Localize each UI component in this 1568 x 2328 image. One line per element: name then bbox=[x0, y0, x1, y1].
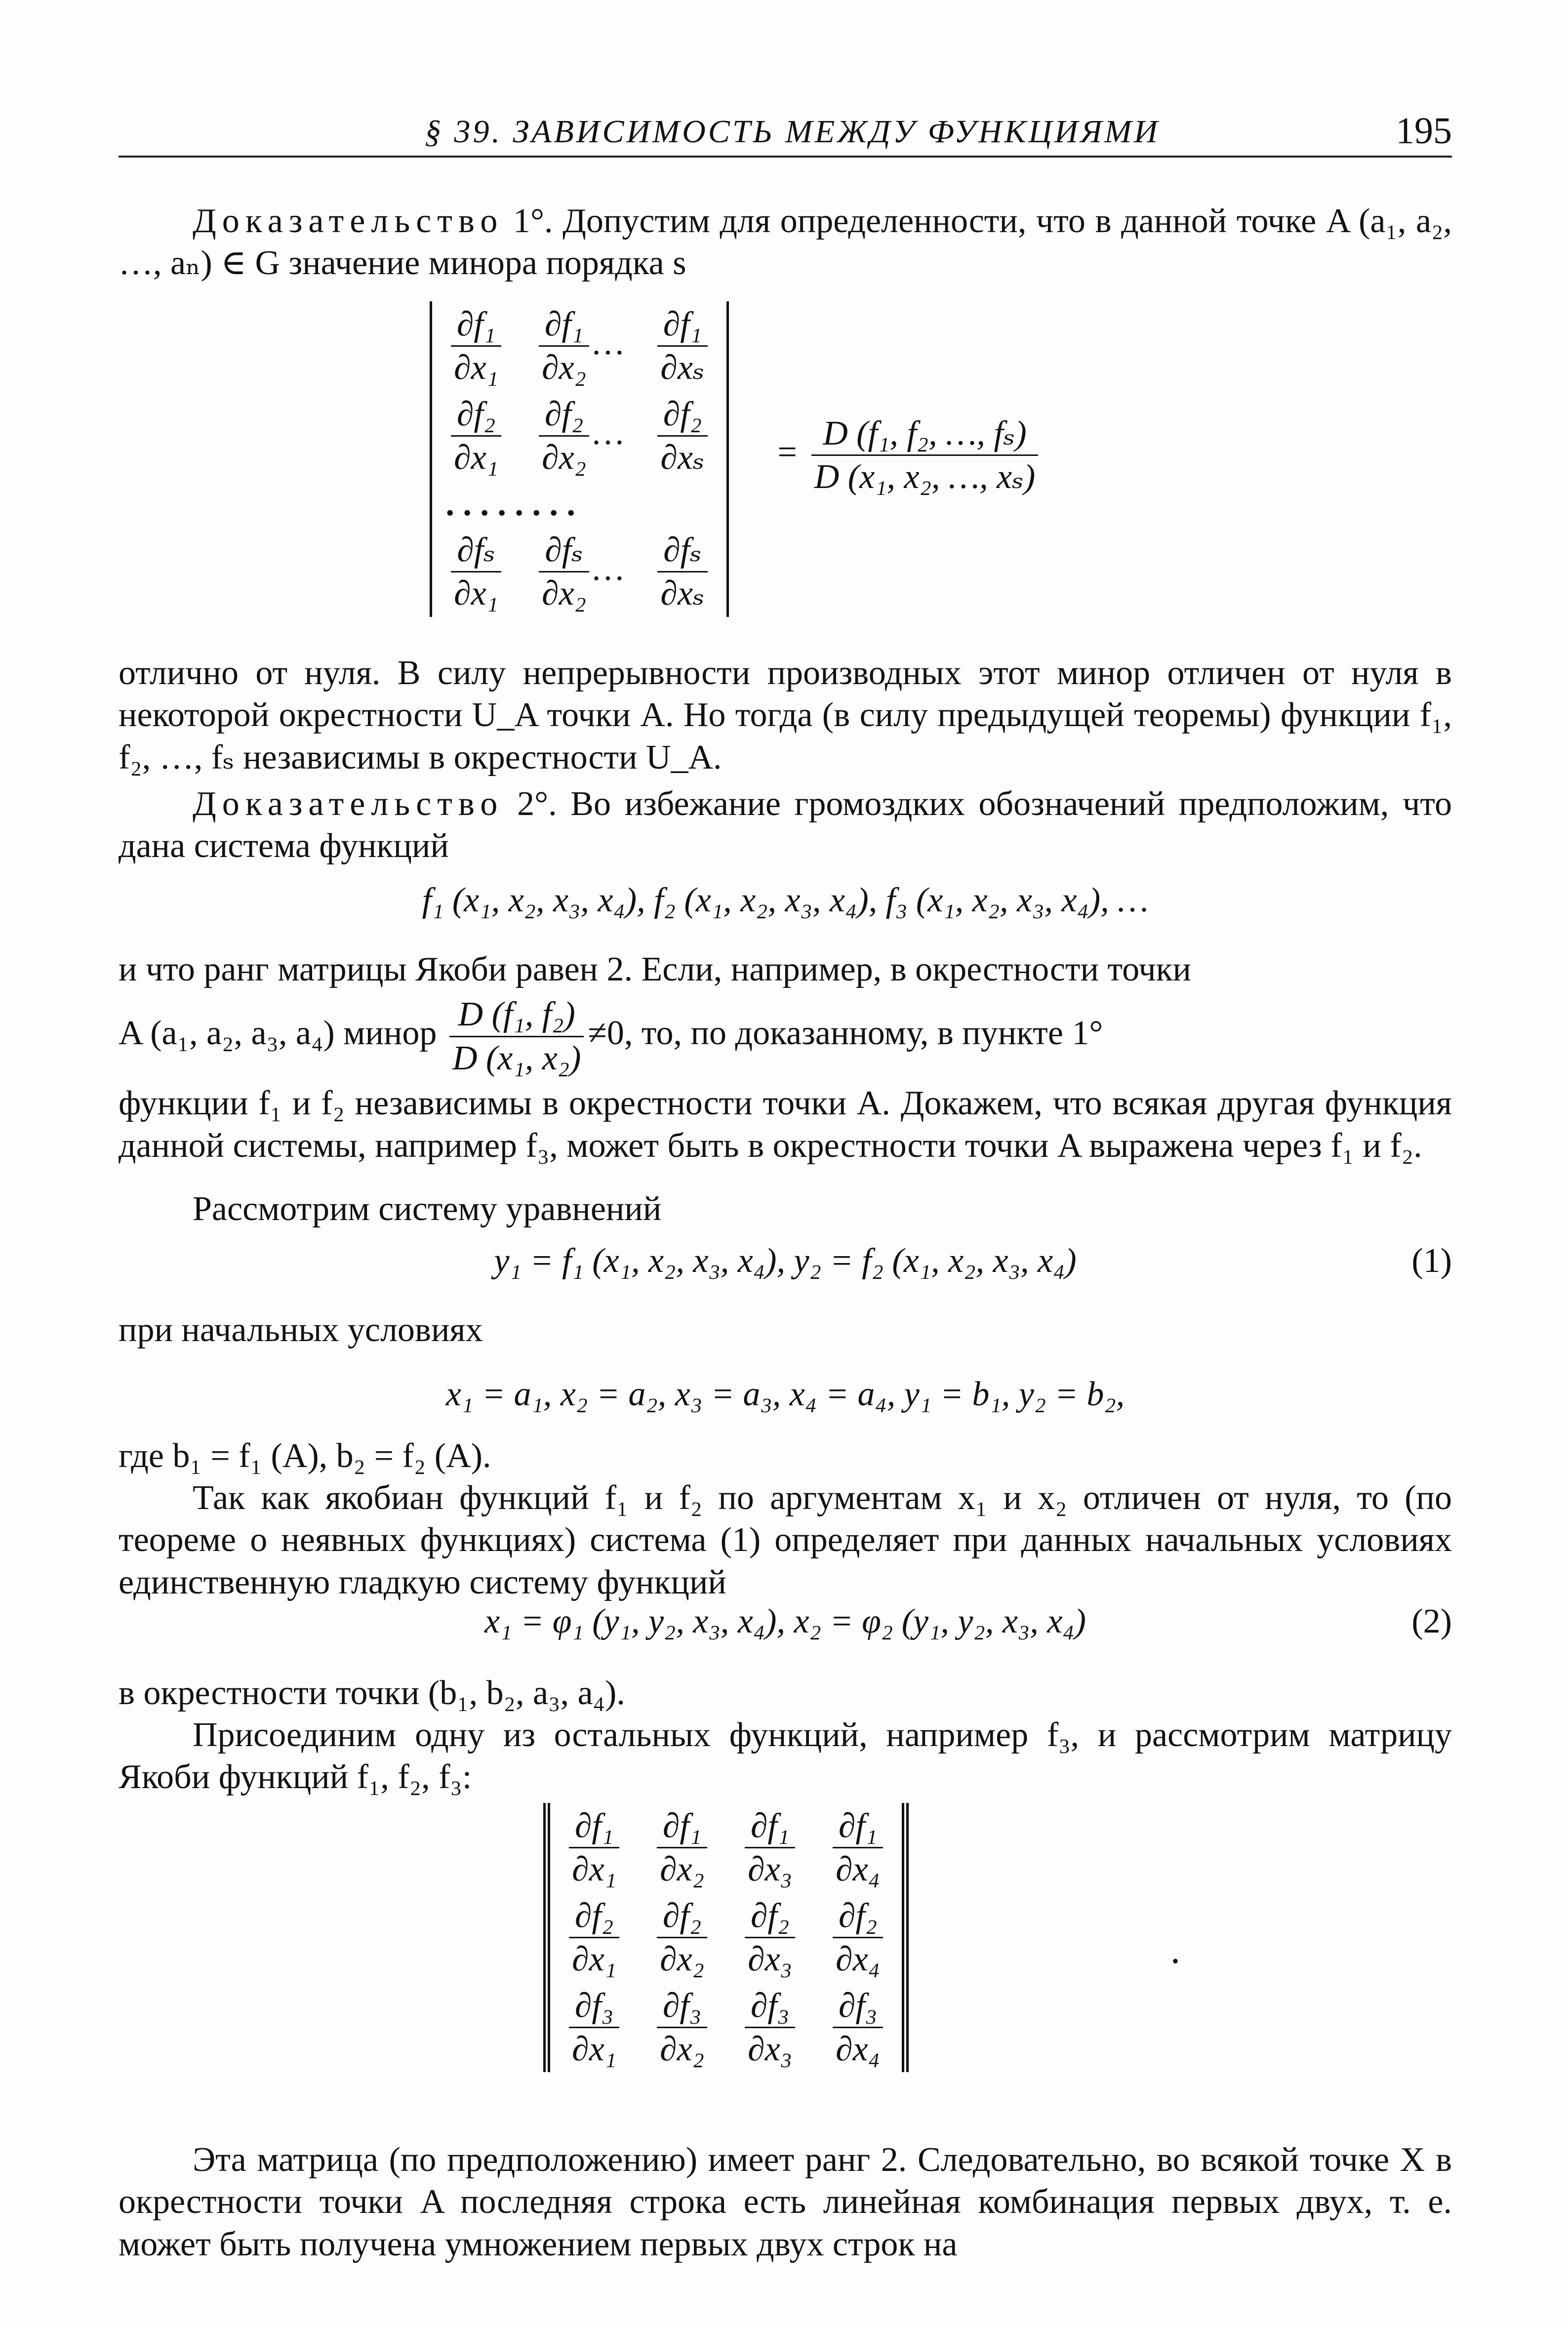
initial-conditions: x₁ = a₁, x₂ = a₂, x₃ = a₃, x₄ = a₄, y₁ = b₁, y₂ = b₂, bbox=[445, 1375, 1125, 1413]
page-number: 195 bbox=[1396, 110, 1452, 152]
paragraph-where: где b₁ = f₁ (A), b₂ = f₂ (A). bbox=[119, 1437, 491, 1475]
equation-2: x₁ = φ₁ (y₁, y₂, x₃, x₄), x₂ = φ₂ (y₁, y₂, x₃, x₄) (2) bbox=[119, 1600, 1452, 1642]
paragraph-attach: Присоединим одну из остальных функций, например f₃, и рассмотрим матрицу Якоби функций f₁, f₂, f₃: bbox=[119, 1716, 1452, 1797]
determinant-row: $\frac{\text{∂f₂}}{\text{∂x₁}}$ $\frac{\text{∂f₂}}{\text{∂x₂}}$ … $\frac{\text{∂f₂}}{\text{∂xₛ}}$ bbox=[431, 391, 728, 481]
minor-fraction: $\frac{\text{D (f₁, f₂)}}{\text{D (x₁, x₂)}}$ bbox=[449, 993, 584, 1079]
proof-1-lead: Доказательство bbox=[193, 202, 504, 240]
equals-sign: = bbox=[775, 433, 799, 471]
paragraph-implicit: Так как якобиан функций f₁ и f₂ по аргументам x₁ и x₂ отличен от нуля, то (по теореме о неявных функциях) система (1) определяет при данных начальных условиях единственную гладкую систему функций bbox=[119, 1479, 1452, 1601]
jacobian-determinant bbox=[430, 301, 729, 617]
determinant-row: $\frac{\text{∂f₁}}{\text{∂x₁}}$ $\frac{\text{∂f₁}}{\text{∂x₂}}$ … $\frac{\text{∂f₁}}{\text{∂xₛ}}$ bbox=[431, 301, 728, 391]
jacobi-matrix bbox=[543, 1803, 909, 2072]
function-system: f₁ (x₁, x₂, x₃, x₄), f₂ (x₁, x₂, x₃, x₄), f₃ (x₁, x₂, x₃, x₄), … bbox=[422, 881, 1149, 919]
equation-2-number: (2) bbox=[1411, 1602, 1452, 1640]
determinant-dots-row: . . . . . . . . bbox=[447, 485, 577, 523]
proof-2-text: 2°. Во избежание громоздких обозначений предположим, что дана система функций bbox=[119, 785, 1452, 865]
paragraph-neighborhood: в окрестности точки (b₁, b₂, a₃, a₄). bbox=[119, 1674, 625, 1712]
proof-1-text: 1°. Допустим для определенности, что в данной точке A (a₁, a₂, …, aₙ) ∈ G значение минора порядка s bbox=[119, 202, 1452, 283]
determinant-row: $\frac{\text{∂fₛ}}{\text{∂x₁}}$ $\frac{\text{∂fₛ}}{\text{∂x₂}}$ … $\frac{\text{∂fₛ}}{\text{∂xₛ}}$ bbox=[431, 527, 728, 617]
matrix-row: $\frac{\text{∂f₂}}{\text{∂x₁}}$ $\frac{\text{∂f₂}}{\text{∂x₂}}$ $\frac{\text{∂f₂}}{\text{∂x₃}}$ $\frac{\text{∂f₂}}{\text{∂x₄}}$ bbox=[547, 1893, 905, 1983]
paragraph-continuity: отлично от нуля. В силу непрерывности производных этот минор отличен от нуля в некоторой окрестности U_A точки A. Но тогда (в силу предыдущей теоремы) функции f₁, f₂, …, fₛ независимы в окрестности U_A. bbox=[119, 654, 1452, 776]
equation-1-number: (1) bbox=[1411, 1242, 1452, 1280]
rank-paragraph bbox=[119, 948, 1452, 1167]
jacobian-notation-fraction: $\frac{\text{D (f₁, f₂, …, fₛ)}}{\text{D (x₁, x₂, …, xₛ)}}$ bbox=[811, 412, 1038, 498]
proof-1-paragraph bbox=[119, 200, 1452, 285]
matrix-row: $\frac{\text{∂f₃}}{\text{∂x₁}}$ $\frac{\text{∂f₃}}{\text{∂x₂}}$ $\frac{\text{∂f₃}}{\text{∂x₃}}$ $\frac{\text{∂f₃}}{\text{∂x₄}}$ bbox=[547, 1983, 905, 2073]
rank-line-1: и что ранг матрицы Якоби равен 2. Если, например, в окрестности точки bbox=[119, 950, 1192, 988]
section-title: § 39. ЗАВИСИМОСТЬ МЕЖДУ ФУНКЦИЯМИ bbox=[425, 114, 1160, 150]
paragraph-rank-2: Эта матрица (по предположению) имеет ранг 2. Следовательно, во всякой точке X в окрестности точки A последняя строка есть линейная комбинация первых двух, т. е. может быть получена умножением первых двух строк на bbox=[119, 2141, 1452, 2263]
jacobian-rhs bbox=[775, 412, 1042, 498]
matrix-row: $\frac{\text{∂f₁}}{\text{∂x₁}}$ $\frac{\text{∂f₁}}{\text{∂x₂}}$ $\frac{\text{∂f₁}}{\text{∂x₃}}$ $\frac{\text{∂f₁}}{\text{∂x₄}}$ bbox=[547, 1803, 905, 1893]
jacobi-matrix-block bbox=[119, 1803, 1452, 2109]
proof-2-lead: Доказательство bbox=[193, 785, 504, 823]
paragraph-consider: Рассмотрим систему уравнений bbox=[193, 1190, 662, 1228]
equation-1: y₁ = f₁ (x₁, x₂, x₃, x₄), y₂ = f₂ (x₁, x₂, x₃, x₄) (1) bbox=[119, 1240, 1452, 1282]
proof-2-paragraph bbox=[119, 783, 1452, 867]
jacobian-minor-equation bbox=[119, 301, 1452, 617]
book-page bbox=[119, 0, 1452, 2328]
running-head bbox=[119, 101, 1452, 158]
matrix-period: . bbox=[1170, 1928, 1180, 1972]
paragraph-initial-conditions: при начальных условиях bbox=[119, 1311, 483, 1349]
minor-condition-line: A (a₁, a₂, a₃, a₄) минор $\frac{\text{D (f₁, f₂)}}{\text{D (x₁, x₂)}}$ ≠0, то, по доказанному, в пункте 1° bbox=[119, 993, 1452, 1079]
rank-text: функции f₁ и f₂ независимы в окрестности точки A. Докажем, что всякая другая функция данной системы, например f₃, может быть в окрестности точки A выражена через f₁ и f₂. bbox=[119, 1084, 1452, 1165]
